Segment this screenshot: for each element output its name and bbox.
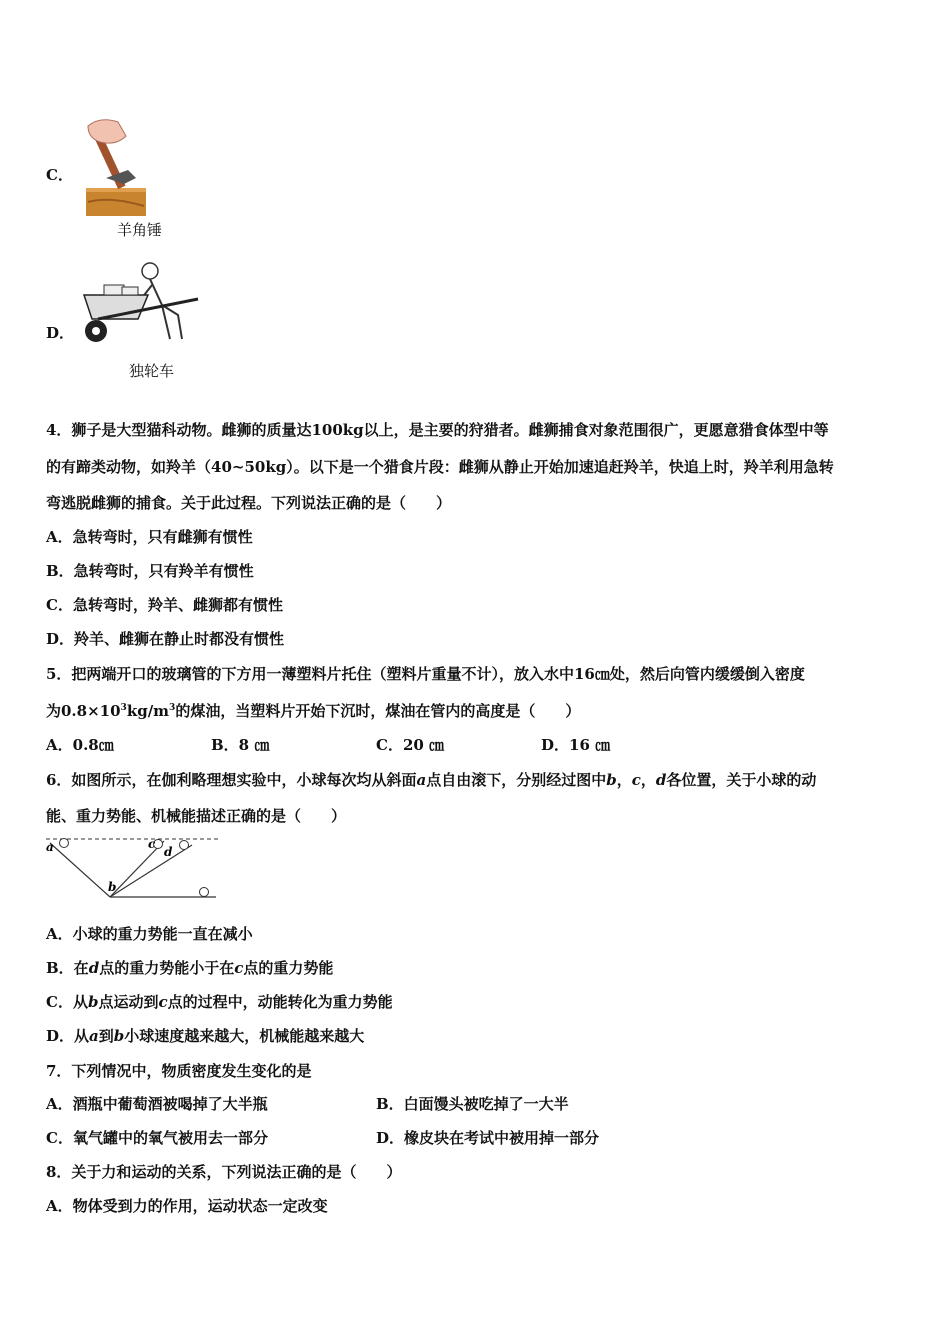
q7-option-b: B．白面馒头被吃掉了一大半 [376, 1095, 569, 1113]
claw-hammer-image [80, 116, 152, 218]
diagram-label-d: d [164, 845, 173, 859]
q7-stem: 7．下列情况中，物质密度发生变化的是 [46, 1062, 312, 1080]
diagram-label-a: a [46, 840, 54, 854]
q7-option-a: A．酒瓶中葡萄酒被喝掉了大半瓶 [46, 1095, 268, 1113]
q4-option-a: A．急转弯时，只有雌狮有惯性 [46, 528, 253, 546]
q4-stem-line-1: 4．狮子是大型猫科动物。雌狮的质量达100kg以上，是主要的狩猎者。雌狮捕食对象范围很广，更愿意猎食体型中等 [46, 421, 829, 439]
galileo-incline-diagram [44, 833, 222, 901]
q4-stem-line-2: 的有蹄类动物，如羚羊（40~50kg）。以下是一个猎食片段：雌狮从静止开始加速追赶羚羊，快追上时，羚羊利用急转 [46, 458, 834, 476]
q6-stem-line-2: 能、重力势能、机械能描述正确的是（ ） [46, 807, 347, 825]
q6-option-c: C．从b点运动到c点的过程中，动能转化为重力势能 [46, 993, 393, 1011]
q3-option-c-caption: 羊角锤 [117, 221, 163, 239]
q5-stem-line-2: 为$0.8\times 10^3kg/m^3$的煤油，当塑料片开始下沉时，煤油在管内的高度是（ ） [46, 702, 581, 720]
q4-stem-line-3: 弯逃脱雌狮的捕食。关于此过程。下列说法正确的是（ ） [46, 494, 452, 512]
q5-option-a: A．0.8㎝ [46, 736, 114, 754]
q5-option-d: D．16 ㎝ [541, 736, 611, 754]
q4-option-d: D．羚羊、雌狮在静止时都没有惯性 [46, 630, 285, 648]
q5-option-c: C．20 ㎝ [376, 736, 445, 754]
q6-stem-line-1: 6．如图所示，在伽利略理想实验中，小球每次均从斜面a点自由滚下，分别经过图中b，c，d各位置，关于小球的动 [46, 771, 817, 789]
q7-option-c: C．氧气罐中的氧气被用去一部分 [46, 1129, 268, 1147]
q5-stem-line-1: 5．把两端开口的玻璃管的下方用一薄塑料片托住（塑料片重量不计），放入水中16㎝处，然后向管内缓缓倒入密度 [46, 665, 805, 683]
q8-stem: 8．关于力和运动的关系，下列说法正确的是（ ） [46, 1163, 402, 1181]
q4-option-c: C．急转弯时，羚羊、雌狮都有惯性 [46, 596, 283, 614]
q3-option-d-caption: 独轮车 [129, 362, 175, 380]
q8-option-a: A．物体受到力的作用，运动状态一定改变 [46, 1197, 328, 1215]
q3-option-d-letter: D． [46, 324, 75, 342]
q6-option-a: A．小球的重力势能一直在减小 [46, 925, 253, 943]
q3-option-c-letter: C． [46, 166, 73, 184]
q4-option-b: B．急转弯时，只有羚羊有惯性 [46, 562, 254, 580]
diagram-label-c: c [148, 837, 156, 851]
q6-option-d: D．从a到b小球速度越来越大，机械能越来越大 [46, 1027, 365, 1045]
q7-option-d: D．橡皮块在考试中被用掉一部分 [376, 1129, 600, 1147]
q6-option-b: B．在d点的重力势能小于在c点的重力势能 [46, 959, 334, 977]
wheelbarrow-image [78, 255, 208, 347]
diagram-label-b: b [108, 880, 117, 894]
q5-option-b: B．8 ㎝ [211, 736, 270, 754]
